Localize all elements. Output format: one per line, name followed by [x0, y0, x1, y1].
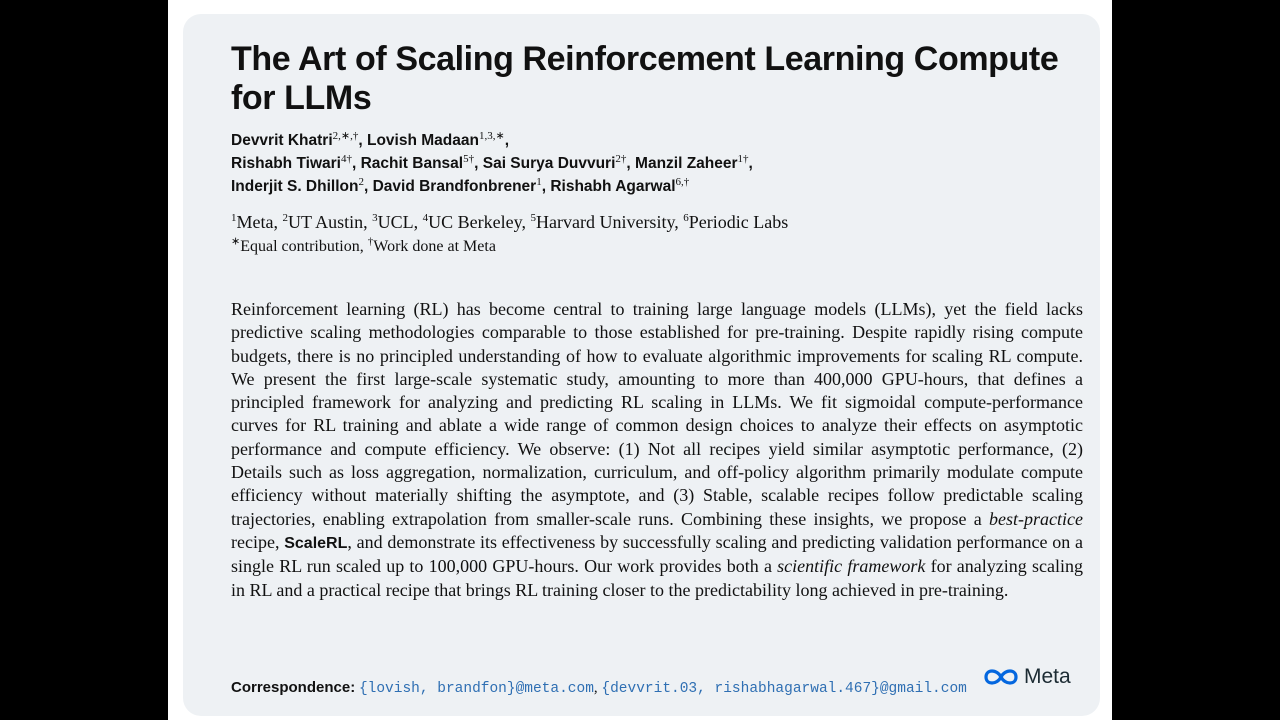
author: Rishabh Agarwal$^{6,\dagger}$ [550, 175, 690, 195]
author: Rachit Bansal$^{5\dagger}$ [360, 152, 475, 172]
author-notes: ∗Equal contribution, †Work done at Meta [231, 235, 496, 255]
affiliations: $^1$Meta, $^2$UT Austin, $^3$UCL, $^4$UC Berkeley, $^5$Harvard University, $^6$Periodic Labs [231, 212, 789, 232]
email-link-gmail[interactable]: {devvrit.03, rishabhagarwal.467}@gmail.com [601, 681, 967, 697]
correspondence-label: Correspondence: [231, 679, 356, 696]
email-link-meta[interactable]: {lovish, brandfon}@meta.com [358, 681, 594, 697]
author: Lovish Madaan$^{1,3,∗}$ [367, 129, 505, 149]
paper-card [183, 14, 1100, 716]
author: Inderjit S. Dhillon$^2$ [231, 175, 364, 195]
author: Manzil Zaheer$^{1\dagger}$ [635, 152, 749, 172]
correspondence: Correspondence: {lovish, brandfon}@meta.com, {devvrit.03, rishabhagarwal.467}@gmail.com [231, 679, 967, 697]
abstract: Reinforcement learning (RL) has become central to training large language models (LLMs), yet the field lacks predictive scaling methodologies comparable to those established for pre-training. Despite rapidly rising compute budgets, there is no principled understanding of how to evaluate algorithmic improvements for scaling RL compute. We present the first large-scale systematic study, amounting to more than 400,000 GPU-hours, that defines a principled framework for analyzing and predicting RL scaling in LLMs. We fit sigmoidal compute-performance curves for RL training and ablate a wide range of common design choices to analyze their effects on asymptotic performance and compute efficiency. We observe: (1) Not all recipes yield similar asymptotic performance, (2) Details such as loss aggregation, normalization, curriculum, and off-policy algorithm primarily modulate compute efficiency without materially shifting the asymptote, and (3) Stable, scalable recipes follow predictable scaling trajectories, enabling extrapolation from smaller-scale runs. Combining these insights, we propose a best-practice recipe, ScaleRL, and demonstrate its effectiveness by successfully scaling and predicting validation performance on a single RL run scaled up to 100,000 GPU-hours. Our work provides both a scientific framework for analyzing scaling in RL and a practical recipe that brings RL training closer to the predictability long achieved in pre-training. [231, 299, 1083, 600]
meta-logo-text: Meta [1024, 665, 1071, 688]
paper-title: The Art of Scaling Reinforcement Learning Compute for LLMs [231, 40, 1059, 117]
author: Sai Surya Duvvuri$^{2\dagger}$ [482, 152, 627, 172]
author-list: Devvrit Khatri$^{2,∗,\dagger}$, Lovish Madaan$^{1,3,∗}$, Rishabh Tiwari$^{4\dagger}$, Rachit Bansal$^{5\dagger}$, Sai Surya Duvvuri$^{2\dagger}$, Manzil Zaheer$^{1\dagger}$, Inderjit S. Dhillon$^2$, David Brandfonbrener$^1$, Rishabh Agarwal$^{6,\dagger}$ [231, 129, 753, 195]
author: Rishabh Tiwari$^{4\dagger}$ [231, 152, 352, 172]
author: David Brandfonbrener$^1$ [372, 175, 542, 195]
meta-logo [983, 664, 1071, 690]
author: Devvrit Khatri$^{2,∗,\dagger}$ [231, 129, 359, 149]
meta-infinity-icon [983, 667, 1019, 687]
document-page [168, 0, 1112, 720]
